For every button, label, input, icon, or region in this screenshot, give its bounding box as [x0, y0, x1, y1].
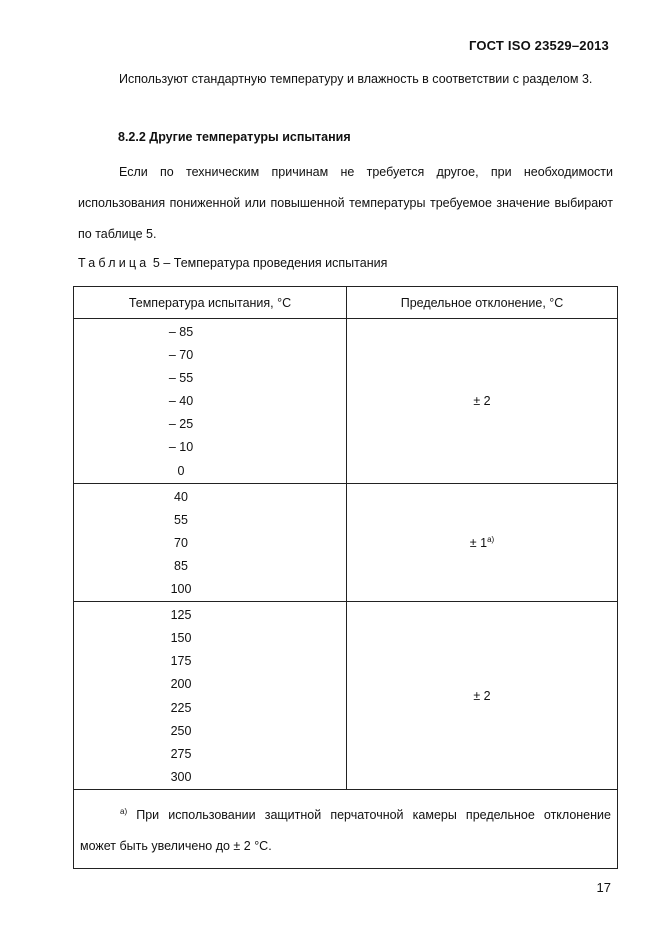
temperature-table — [73, 286, 618, 869]
temperature-value: 150 — [170, 631, 192, 646]
deviation-text: ± 2 — [473, 689, 491, 703]
table-caption-label: Таблица — [78, 256, 150, 270]
temperature-value: 175 — [170, 654, 192, 669]
section-title: Другие температуры испытания — [149, 130, 351, 144]
temperature-list — [74, 319, 347, 484]
temperature-value: 85 — [174, 558, 188, 573]
table-footnote — [74, 789, 618, 868]
temperature-value: – 25 — [168, 417, 194, 432]
table-row-group-1 — [74, 319, 618, 484]
temperature-value: 40 — [174, 489, 188, 504]
table-caption-number: 5 — [152, 256, 160, 270]
deviation-text: ± 2 — [473, 394, 491, 409]
temperature-value: – 10 — [168, 440, 194, 455]
temperature-value: 0 — [177, 463, 185, 478]
temperature-list — [74, 483, 347, 601]
temperature-value: – 40 — [168, 394, 194, 409]
temperature-value: 125 — [170, 608, 192, 623]
temperature-value: 100 — [170, 582, 192, 597]
temperature-value: 70 — [174, 535, 188, 550]
temperature-value: 55 — [174, 512, 188, 527]
column-header-temperature: Температура испытания, °C — [74, 287, 347, 319]
table-caption-title: – Температура проведения испытания — [163, 256, 388, 270]
temperature-value: 225 — [170, 700, 192, 715]
temperature-value: – 55 — [168, 371, 194, 386]
temperature-list — [74, 602, 347, 790]
temperature-value: – 85 — [168, 325, 194, 339]
deviation-value — [347, 319, 618, 484]
section-heading — [118, 130, 351, 144]
temperature-value: – 70 — [168, 348, 194, 363]
page-number: 17 — [596, 880, 611, 895]
footnote-text: При использовании защитной перчаточной камеры предельное отклонение может быть увеличено до ± 2 °C. — [80, 807, 611, 853]
standard-header: ГОСТ ISO 23529–2013 — [468, 38, 609, 53]
column-header-deviation: Предельное отклонение, °C — [347, 287, 618, 319]
table-header-row — [74, 287, 618, 319]
footnote-marker: a) — [120, 806, 128, 816]
temperature-value: 250 — [170, 723, 192, 738]
deviation-value — [347, 602, 618, 790]
table-caption — [78, 256, 387, 270]
temperature-value: 200 — [170, 677, 192, 692]
table-footnote-row — [74, 789, 618, 868]
paragraph-other-temperatures: Если по техническим причинам не требуется другое, при необходимости использования пониженной или повышенной температуры требуемое значение выбирают по таблице 5. — [78, 165, 613, 241]
table-row-group-3 — [74, 602, 618, 790]
paragraph-standard-conditions: Используют стандартную температуру и влажность в соответствии с разделом 3. — [119, 72, 593, 86]
section-number: 8.2.2 — [118, 130, 146, 144]
table-row-group-2 — [74, 483, 618, 601]
deviation-text: ± 1 — [469, 535, 488, 550]
temperature-value: 275 — [170, 746, 192, 761]
deviation-value — [347, 483, 618, 601]
deviation-footnote-ref: a) — [487, 534, 495, 544]
temperature-value: 300 — [170, 769, 192, 784]
